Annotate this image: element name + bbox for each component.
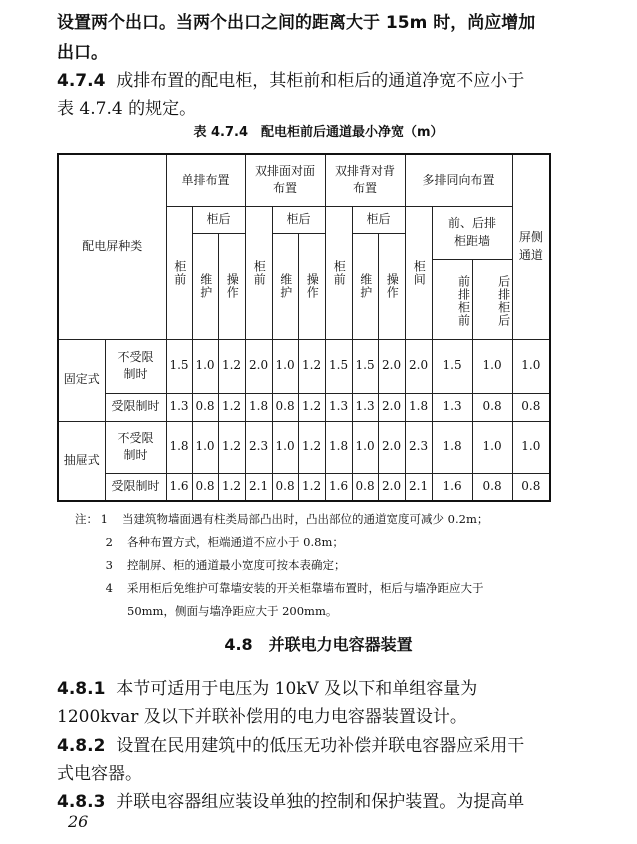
table-notes [75, 508, 488, 623]
table-cell: 1.2 [218, 393, 245, 421]
note-number: 3 [105, 558, 113, 572]
table-cell: 1.2 [298, 339, 325, 393]
table-cell: 2.0 [405, 339, 432, 393]
clause-number: 4.8.3 [57, 792, 106, 812]
header-rear: 柜后 [352, 206, 405, 233]
table-cell: 2.1 [405, 473, 432, 501]
table-cell: 1.5 [432, 339, 472, 393]
table-cell: 1.2 [218, 421, 245, 473]
table-cell: 1.2 [298, 393, 325, 421]
table-cell: 1.8 [432, 421, 472, 473]
header-front: 柜前 [245, 206, 272, 339]
row-condition: 不受限制时 [105, 339, 166, 393]
table-cell: 1.8 [405, 393, 432, 421]
table-cell: 1.0 [192, 421, 218, 473]
table-cell: 1.6 [325, 473, 352, 501]
clause-text: 设置在民用建筑中的低压无功补偿并联电容器应采用干 [116, 736, 525, 756]
clause-number: 4.7.4 [57, 71, 106, 91]
table-cell: 1.3 [325, 393, 352, 421]
clause-481-line-2: 1200kvar 及以下并联补偿用的电力电容器装置设计。 [57, 707, 467, 727]
table-caption: 表 4.7.4 配电柜前后通道最小净宽（m） [193, 125, 444, 140]
table-cell: 1.0 [472, 339, 512, 393]
header-between: 柜间 [405, 206, 432, 339]
header-front: 柜前 [166, 206, 192, 339]
intro-line-1: 设置两个出口。当两个出口之间的距离大于 15m 时，尚应增加 [57, 13, 536, 33]
table-cell: 1.0 [192, 339, 218, 393]
clause-number: 4.8.2 [57, 736, 106, 756]
note-text: 各种布置方式，柜端通道不应小于 0.8m； [127, 535, 344, 549]
table-cell: 1.5 [166, 339, 192, 393]
header-front-row: 前排柜前 [432, 259, 472, 339]
table-cell: 0.8 [352, 473, 378, 501]
table-cell: 2.0 [378, 421, 405, 473]
table-cell: 1.0 [272, 339, 298, 393]
clause-474-line-1 [57, 66, 524, 91]
table-cell: 0.8 [472, 473, 512, 501]
table-cell: 2.0 [378, 339, 405, 393]
clause-474-line-2: 表 4.7.4 的规定。 [57, 99, 197, 119]
table-row [58, 393, 550, 421]
note-text: 当建筑物墙面遇有柱类局部凸出时，凸出部位的通道宽度可减少 0.2m； [122, 512, 489, 526]
page-number: 26 [68, 812, 89, 831]
header-single-row: 单排布置 [166, 154, 245, 206]
table-cell: 1.5 [325, 339, 352, 393]
note-number: 1 [100, 512, 108, 526]
row-condition: 受限制时 [105, 393, 166, 421]
header-rear: 柜后 [272, 206, 325, 233]
header-maint: 维护 [192, 233, 218, 339]
header-maint: 维护 [272, 233, 298, 339]
table-row [58, 421, 550, 473]
note-text: 控制屏、柜的通道最小宽度可按本表确定； [127, 558, 346, 572]
table-cell: 1.2 [218, 339, 245, 393]
intro-line-2: 出口。 [57, 43, 108, 63]
table-cell: 1.0 [352, 421, 378, 473]
table-cell: 1.0 [472, 421, 512, 473]
table-cell: 1.0 [272, 421, 298, 473]
table-cell: 2.0 [245, 339, 272, 393]
table-cell: 0.8 [192, 473, 218, 501]
header-rear: 柜后 [192, 206, 245, 233]
table-cell: 1.8 [166, 421, 192, 473]
table-cell: 0.8 [512, 393, 550, 421]
table-cell: 0.8 [512, 473, 550, 501]
table-cell: 1.3 [166, 393, 192, 421]
table-cell: 1.2 [218, 473, 245, 501]
clause-481-line-1 [57, 674, 477, 699]
clause-text: 本节可适用于电压为 10kV 及以下和单组容量为 [116, 679, 478, 699]
table-cell: 2.3 [245, 421, 272, 473]
table-cell: 1.6 [166, 473, 192, 501]
clause-text: 并联电容器组应装设单独的控制和保护装置。为提高单 [116, 792, 525, 812]
table-cell: 1.2 [298, 421, 325, 473]
header-front: 柜前 [325, 206, 352, 339]
row-type: 抽屉式 [58, 421, 105, 501]
clause-483-line-1 [57, 787, 524, 812]
table-cell: 1.0 [512, 339, 550, 393]
note-text: 50mm，侧面与墙净距应大于 200mm。 [127, 604, 338, 618]
table-cell: 2.1 [245, 473, 272, 501]
note-4-cont [75, 600, 488, 623]
header-side-passage: 屏侧通道 [512, 154, 550, 339]
header-multi-row: 多排同向布置 [405, 154, 512, 206]
table-cell: 2.0 [378, 473, 405, 501]
header-oper: 操作 [298, 233, 325, 339]
table-cell: 2.0 [378, 393, 405, 421]
table-row [58, 339, 550, 393]
row-condition: 受限制时 [105, 473, 166, 501]
table-cell: 1.0 [512, 421, 550, 473]
note-4 [75, 577, 488, 600]
passage-width-table [57, 153, 551, 502]
notes-label: 注： [75, 512, 98, 526]
table-cell: 1.8 [245, 393, 272, 421]
note-2 [75, 531, 488, 554]
section-heading: 4.8 并联电力电容器装置 [224, 635, 413, 654]
row-condition: 不受限制时 [105, 421, 166, 473]
table-cell: 0.8 [272, 473, 298, 501]
header-back-to-back: 双排背对背布置 [325, 154, 405, 206]
note-3 [75, 554, 488, 577]
header-wall: 前、后排柜距墙 [432, 206, 512, 259]
note-number: 2 [105, 535, 113, 549]
header-oper: 操作 [378, 233, 405, 339]
table-row [58, 473, 550, 501]
row-type: 固定式 [58, 339, 105, 421]
table-cell: 0.8 [472, 393, 512, 421]
table-cell: 0.8 [192, 393, 218, 421]
clause-number: 4.8.1 [57, 679, 106, 699]
table-cell: 1.6 [432, 473, 472, 501]
note-text: 采用柜后免维护可靠墙安装的开关柜靠墙布置时，柜后与墙净距应大于 [127, 581, 484, 595]
clause-text: 成排布置的配电柜，其柜前和柜后的通道净宽不应小于 [116, 71, 525, 91]
header-back-row: 后排柜后 [472, 259, 512, 339]
table-cell: 0.8 [272, 393, 298, 421]
table-cell: 1.2 [298, 473, 325, 501]
header-oper: 操作 [218, 233, 245, 339]
table-cell: 2.3 [405, 421, 432, 473]
header-type: 配电屏种类 [58, 154, 166, 339]
table-cell: 1.8 [325, 421, 352, 473]
note-1 [75, 508, 488, 531]
header-face-to-face: 双排面对面布置 [245, 154, 325, 206]
table-cell: 1.5 [352, 339, 378, 393]
table-cell: 1.3 [352, 393, 378, 421]
header-maint: 维护 [352, 233, 378, 339]
note-number: 4 [105, 581, 113, 595]
clause-482-line-1 [57, 731, 524, 756]
table-cell: 1.3 [432, 393, 472, 421]
clause-482-line-2: 式电容器。 [57, 764, 142, 784]
